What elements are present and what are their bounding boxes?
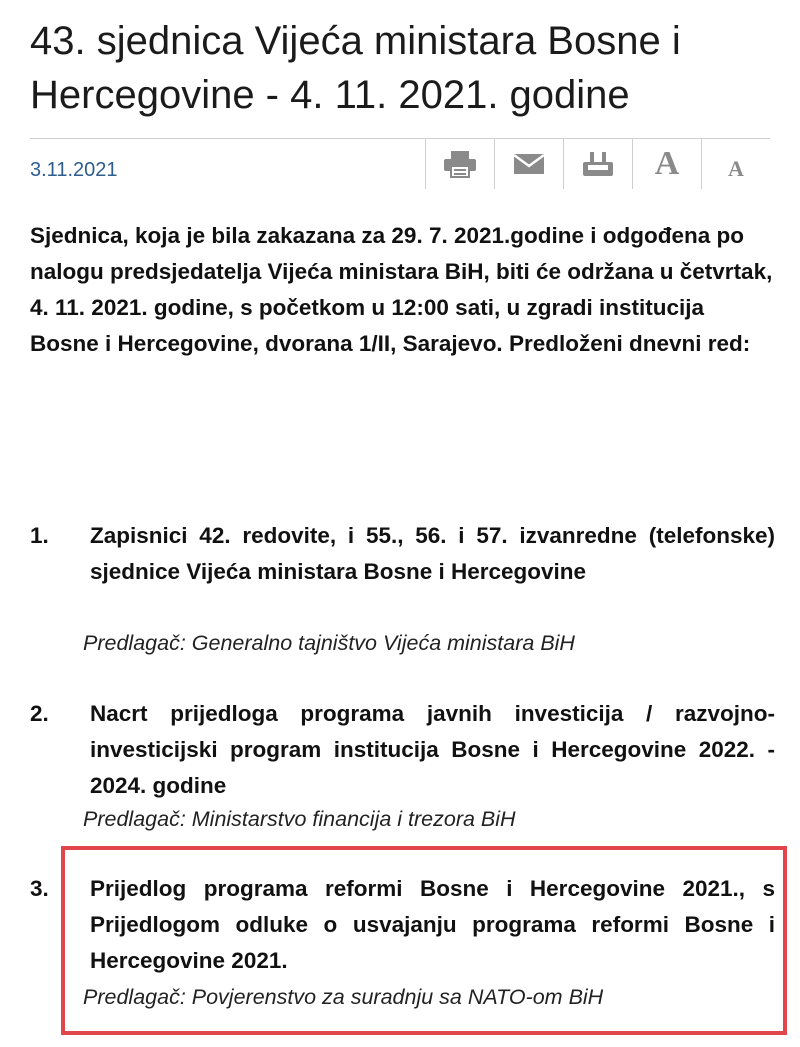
agenda-item-text: Prijedlog programa reformi Bosne i Hercegovine 2021., s Prijedlogom odluke o usvajanju programa reformi Bosne i Hercegovine 2021. bbox=[90, 876, 775, 973]
article-intro: Sjednica, koja je bila zakazana za 29. 7. 2021.godine i odgođena po nalogu predsjedatelja Vijeća ministara BiH, biti će održana u četvrtak, 4. 11. 2021. godine, s početkom u 12:00 sati, u zgradi institucija Bosne i Hercegovine, dvorana 1/II, Sarajevo. Predloženi dnevni red: bbox=[30, 223, 773, 356]
font-increase-button[interactable] bbox=[632, 139, 701, 189]
agenda-item-proposer: Predlagač: Generalno tajništvo Vijeća ministara BiH bbox=[83, 631, 575, 655]
agenda-item-text: Zapisnici 42. redovite, i 55., 56. i 57. izvanredne (telefonske) sjednice Vijeća ministara Bosne i Hercegovine bbox=[90, 523, 775, 584]
agenda-item-proposer: Predlagač: Povjerenstvo za suradnju sa NATO-om BiH bbox=[83, 985, 604, 1009]
print-icon bbox=[443, 150, 477, 178]
agenda-item-number: 2. bbox=[30, 701, 49, 726]
page-title: 43. sjednica Vijeća ministara Bosne i Hercegovine - 4. 11. 2021. godine bbox=[30, 19, 681, 117]
font-decrease-button[interactable] bbox=[701, 139, 770, 189]
agenda-item-number: 1. bbox=[30, 523, 49, 548]
print-button[interactable] bbox=[425, 139, 494, 189]
article-date: 3.11.2021 bbox=[30, 159, 118, 181]
font-decrease-icon: A bbox=[728, 156, 744, 181]
agenda-item-proposer: Predlagač: Ministarstvo financija i trezora BiH bbox=[83, 807, 516, 831]
toolbar-tools bbox=[425, 139, 770, 189]
font-increase-icon: A bbox=[654, 145, 680, 182]
highlight-box bbox=[61, 846, 787, 1035]
agenda-item-number: 3. bbox=[30, 876, 49, 901]
agenda-item-text: Nacrt prijedloga programa javnih investicija / razvojno-investicijski program institucija Bosne i Hercegovine 2022. - 2024. godine bbox=[90, 701, 775, 798]
email-icon bbox=[513, 152, 545, 176]
save-button[interactable] bbox=[563, 139, 632, 189]
email-button[interactable] bbox=[494, 139, 563, 189]
article-toolbar bbox=[30, 138, 770, 189]
save-icon bbox=[582, 151, 614, 177]
